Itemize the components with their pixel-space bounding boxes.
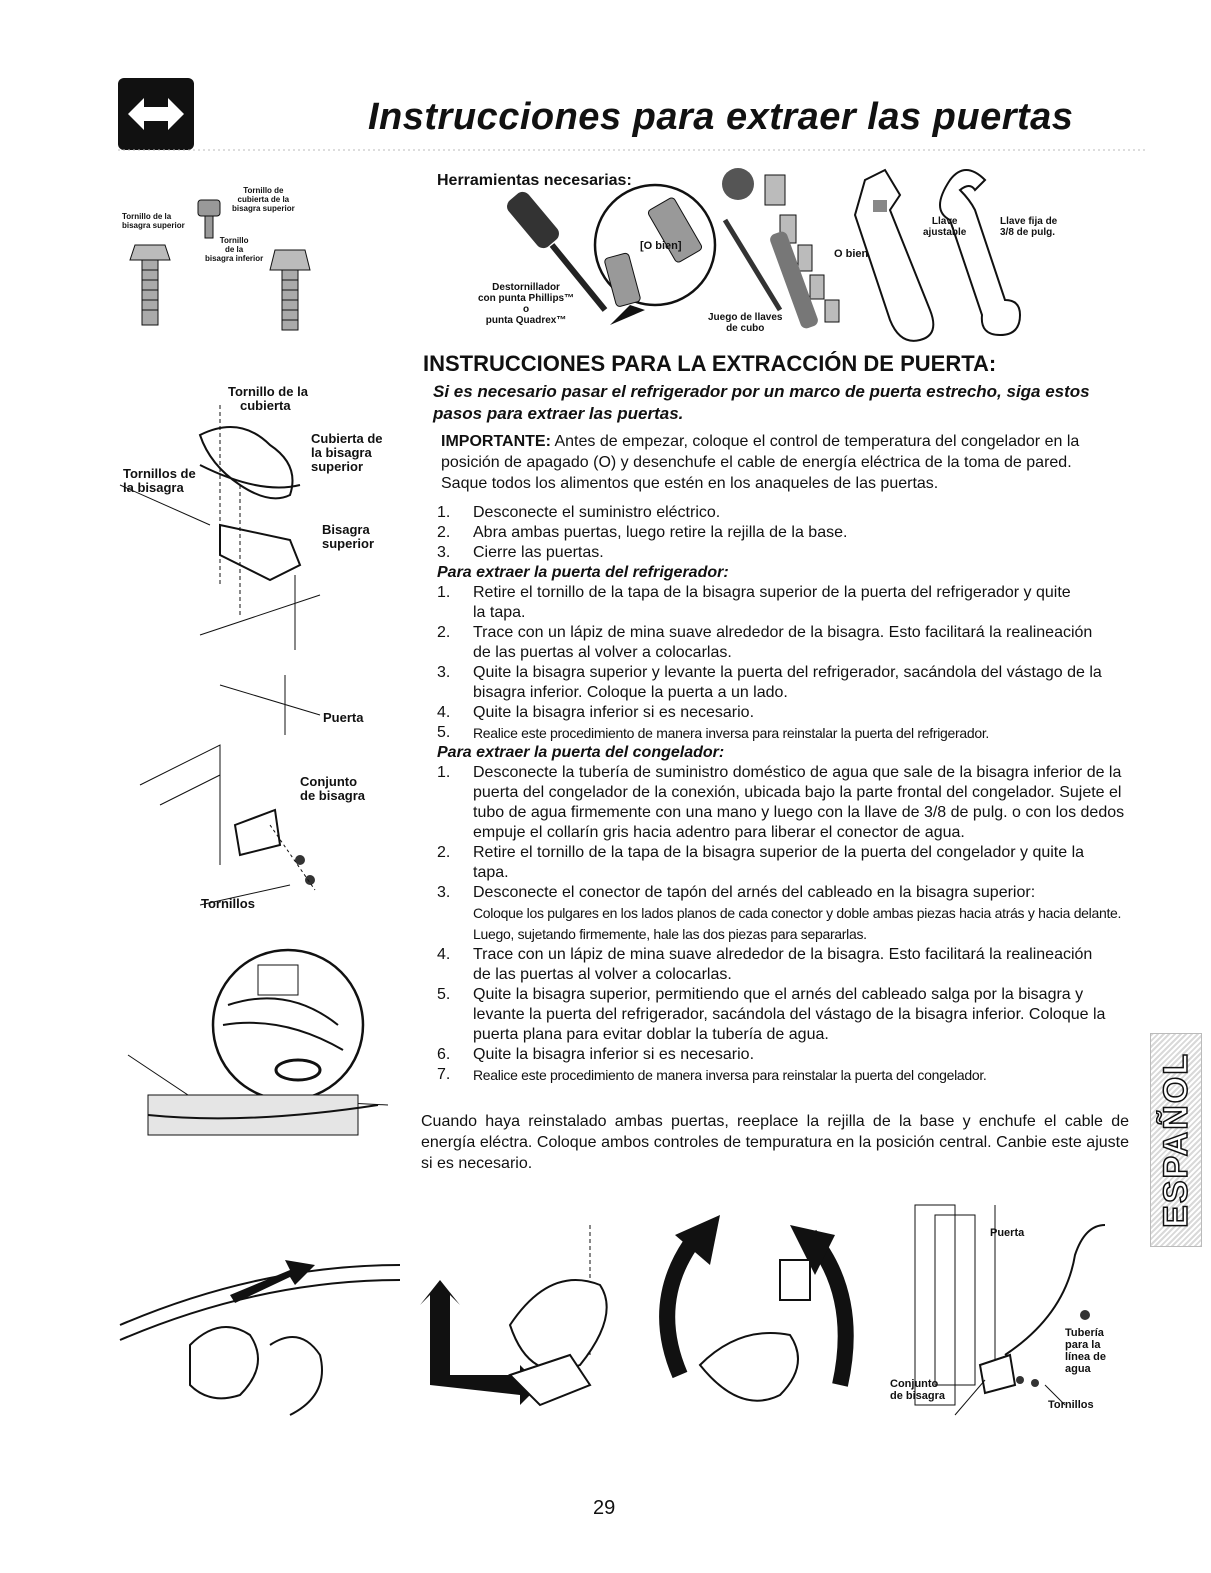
- language-tab: ESPAÑOL: [1150, 1033, 1202, 1247]
- hinge-assembly-label: Conjunto de bisagra: [890, 1378, 946, 1402]
- screw-icon: [270, 250, 310, 330]
- top-hinge-screw-label: Tornillo de la bisagra superior: [122, 212, 185, 230]
- top-hinge-diagram: [120, 375, 400, 650]
- list-item: 3. Quite la bisagra superior y levante la puerta del refrigerador, sacándola del vástago de la bisagra inferior. Coloque la puerta a un lado.: [437, 664, 1102, 701]
- freezer-hinge-diagram: [885, 1205, 1135, 1445]
- fixed-wrench-icon: [940, 170, 1020, 335]
- door-label: Puerta: [990, 1227, 1025, 1239]
- screws-label: Tornillos: [1048, 1399, 1094, 1411]
- freezer-heading: Para extraer la puerta del congelador:: [437, 744, 725, 761]
- list-item: 2. Retire el tornillo de la tapa de la bisagra superior de la puerta del congelador y quite la tapa.: [437, 844, 1085, 881]
- fridge-heading: Para extraer la puerta del refrigerador:: [437, 564, 729, 581]
- title-rule: [118, 148, 1148, 152]
- arrow-icon: [667, 1245, 690, 1375]
- list-item: 5. Realice este procedimiento de manera inversa para reinstalar la puerta del refrigerador.: [437, 724, 990, 741]
- screw-icon: [198, 200, 220, 238]
- screws-label: Tornillos: [201, 896, 255, 911]
- screw-icon: [130, 245, 170, 325]
- hinge-cover-label: Cubierta de la bisagra superior: [311, 431, 383, 474]
- fixed-wrench-label: Llave fija de 3/8 de pulg.: [1000, 216, 1058, 238]
- list-item: 4. Quite la bisagra inferior si es necesario.: [437, 704, 755, 721]
- disconnect-water-line-illustration: [120, 1205, 400, 1445]
- adjustable-wrench-label: Llave ajustable: [923, 216, 967, 238]
- page-title: Instrucciones para extraer las puertas: [368, 96, 1074, 138]
- lift-door-illustration: [620, 1205, 880, 1440]
- hinge-assembly-label: Conjunto de bisagra: [300, 774, 366, 803]
- arrow-icon: [230, 1260, 315, 1303]
- closing-paragraph: Cuando haya reinstalado ambas puertas, reeplace la rejilla de la base y enchufe el cable de energía eléctra. Coloque ambos controles de tempuratura en la posición central. Canbie este ajuste si es necesario.: [421, 1113, 1129, 1172]
- instructions-list: [437, 503, 1137, 1085]
- list-item: 1. Retire el tornillo de la tapa de la bisagra superior de la puerta del refrigerador y quite la tapa.: [437, 584, 1071, 621]
- list-item: 6. Quite la bisagra inferior si es necesario.: [437, 1046, 755, 1063]
- cover-screw-label: Tornillo de cubierta de la bisagra superior: [232, 186, 295, 213]
- double-arrow-icon: [118, 78, 194, 150]
- list-item: 2. Abra ambas puertas, luego retire la rejilla de la base.: [437, 524, 848, 541]
- important-text: Antes de empezar, coloque el control de temperatura del congelador en la posición de apagado (O) y desenchufe el cable de energía eléctrica de la toma de pared. Saque todos los alimentos que estén en los anaqueles de las puertas.: [441, 433, 1080, 492]
- section-title: INSTRUCCIONES PARA LA EXTRACCIÓN DE PUERTA:: [423, 351, 997, 376]
- cover-screw-label: Tornillo de la cubierta: [228, 384, 308, 413]
- hinge-screws-label: Tornillos de la bisagra: [123, 466, 196, 495]
- bottom-hinge-screw-label: Tornillo de la bisagra inferior: [205, 236, 264, 263]
- important-note: [441, 431, 1121, 494]
- list-item: 3. Cierre las puertas.: [437, 544, 604, 561]
- remove-hinge-cover-illustration: [420, 1205, 620, 1440]
- water-line-label: Tubería para la línea de agua: [1065, 1327, 1106, 1375]
- important-label: IMPORTANTE:: [441, 433, 551, 450]
- screwdriver-label: Destornillador con punta Phillips™ o punta Quadrex™: [478, 282, 575, 326]
- page-number: 29: [593, 1497, 616, 1519]
- or-bien-label: O bien: [834, 248, 869, 260]
- list-item: 7. Realice este procedimiento de manera inversa para reinstalar la puerta del congelador.: [437, 1066, 987, 1083]
- socket-set-icon: [722, 168, 839, 330]
- list-item: 1. Desconecte la tubería de suministro doméstico de agua que sale de la bisagra inferior de la puerta del congelador de la conexión, ubicada bajo la parte frontal del congelador. Sujete el tubo de agua firmemente con una mano y luego con la llave de 3/8 de pulg. o con los dedos empuje el collarín gris hacia adentro para liberar el conector de agua.: [437, 764, 1125, 841]
- socket-set-label: Juego de llaves de cubo: [708, 312, 783, 334]
- tools-heading: Herramientas necesarias:: [437, 172, 632, 189]
- list-item: 4. Trace con un lápiz de mina suave alrededor de la bisagra. Esto facilitará la realineación de las puertas al volver a colocarlas.: [437, 946, 1093, 983]
- top-hinge-label: Bisagra superior: [322, 522, 375, 551]
- list-item: 2. Trace con un lápiz de mina suave alrededor de la bisagra. Esto facilitará la realineación de las puertas al volver a colocarlas.: [437, 624, 1093, 661]
- water-connector-diagram: [128, 945, 403, 1170]
- list-item: 1. Desconecte el suministro eléctrico.: [437, 504, 721, 521]
- or-bien-bracket-label: [O bien]: [640, 240, 682, 252]
- list-item: 5. Quite la bisagra superior, permitiendo que el arnés del cableado salga por la bisagra y levante la puerta del refrigerador, sacándola del vástago de la bisagra inferior. Coloque la puerta plana para evitar doblar la tubería de agua.: [437, 986, 1106, 1043]
- door-label: Puerta: [323, 710, 364, 725]
- list-item: 3. Desconecte el conector de tapón del arnés del cableado en la bisagra superior: Coloque los pulgares en los lados planos de cada conector y doble ambas piezas hacia atrás y hacia delante. Luego, sujetando firmemente, hale las dos piezas para separarlas.: [437, 884, 1122, 942]
- section-subtitle: Si es necesario pasar el refrigerador por un marco de puerta estrecho, siga estos pasos para extraer las puertas.: [433, 382, 1090, 423]
